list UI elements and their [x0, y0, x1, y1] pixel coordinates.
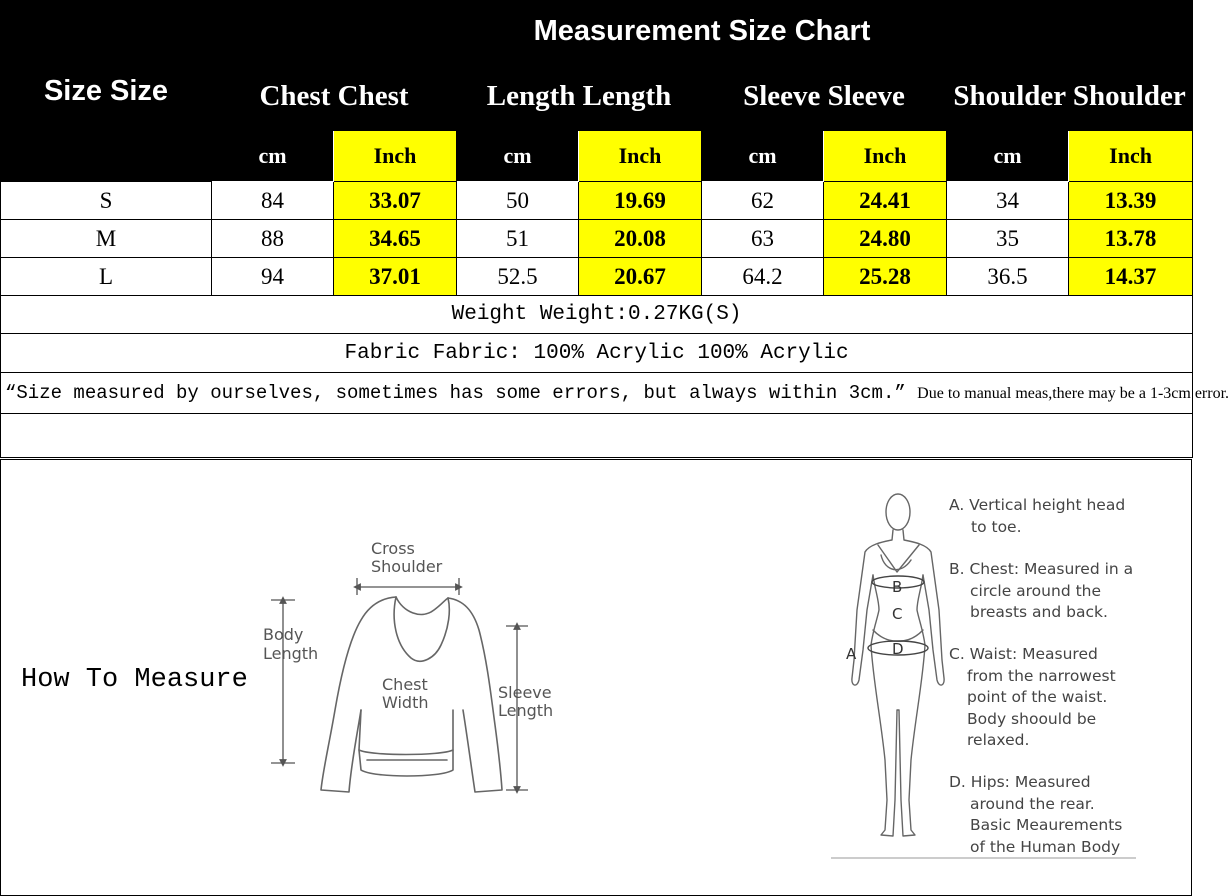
- shoulder-inch-cell: 13.39: [1069, 182, 1193, 220]
- unit-inch: Inch: [579, 131, 702, 182]
- sleeve-cm-cell: 64.2: [702, 258, 824, 296]
- human-body-icon: [852, 494, 944, 836]
- body-label: Body: [263, 625, 304, 644]
- shoulder-label: Shoulder: [371, 557, 443, 576]
- sleeve-inch-cell: 25.28: [824, 258, 947, 296]
- marker-c: C: [892, 605, 903, 623]
- unit-inch: Inch: [334, 131, 457, 182]
- marker-d: D: [892, 640, 904, 658]
- note-b: B. Chest: Measured in a circle around the breasts and back.: [949, 560, 1134, 621]
- shoulder-cm-cell: 36.5: [947, 258, 1069, 296]
- note-c: C. Waist: Measured from the narrowest point of the waist. Body shoould be relaxed.: [949, 645, 1116, 749]
- length-cm-cell: 51: [457, 220, 579, 258]
- shoulder-inch-cell: 13.78: [1069, 220, 1193, 258]
- cross-label: Cross: [371, 539, 415, 558]
- sleeve-inch-cell: 24.80: [824, 220, 947, 258]
- width-label: Width: [382, 693, 429, 712]
- chest-cm-cell: 94: [212, 258, 334, 296]
- table-row: [1, 182, 1193, 220]
- length-inch-cell: 19.69: [579, 182, 702, 220]
- chest-label: Chest: [382, 675, 428, 694]
- shoulder-cm-cell: 34: [947, 182, 1069, 220]
- unit-inch: Inch: [1069, 131, 1193, 182]
- length-header: Length Length: [457, 63, 702, 131]
- length-cm-cell: 50: [457, 182, 579, 220]
- weight-row: Weight Weight:0.27KG(S): [1, 296, 1193, 334]
- sleeve-cm-cell: 62: [702, 182, 824, 220]
- marker-b: B: [892, 578, 903, 596]
- chest-cm-cell: 88: [212, 220, 334, 258]
- chest-inch-cell: 37.01: [334, 258, 457, 296]
- note-a: A. Vertical height head to toe.: [949, 496, 1126, 536]
- size-header: Size Size: [1, 1, 212, 182]
- note-d: D. Hips: Measured around the rear. Basic Meaurements of the Human Body: [949, 773, 1123, 856]
- how-to-measure-panel: [0, 459, 1192, 896]
- error-note-row: [1, 373, 1229, 414]
- unit-cm: cm: [947, 131, 1069, 182]
- chest-cm-cell: 84: [212, 182, 334, 220]
- unit-cm: cm: [212, 131, 334, 182]
- sleeve-cm-cell: 63: [702, 220, 824, 258]
- sleeve-inch-cell: 24.41: [824, 182, 947, 220]
- chest-inch-cell: 34.65: [334, 220, 457, 258]
- body-length-label: Length: [263, 644, 319, 663]
- length-inch-cell: 20.67: [579, 258, 702, 296]
- sleeve-header: Sleeve Sleeve: [702, 63, 947, 131]
- shoulder-inch-cell: 14.37: [1069, 258, 1193, 296]
- table-row: [1, 258, 1193, 296]
- error-note-main: “Size measured by ourselves, sometimes has some errors, but always within 3cm.”: [5, 382, 906, 404]
- shoulder-cm-cell: 35: [947, 220, 1069, 258]
- chest-inch-cell: 33.07: [334, 182, 457, 220]
- fabric-row: Fabric Fabric: 100% Acrylic 100% Acrylic: [1, 334, 1193, 373]
- sleeve-label: Sleeve: [498, 683, 552, 702]
- size-cell: M: [1, 220, 212, 258]
- unit-inch: Inch: [824, 131, 947, 182]
- empty-row: [1, 414, 1193, 458]
- size-cell: S: [1, 182, 212, 220]
- size-cell: L: [1, 258, 212, 296]
- marker-a: A: [846, 645, 857, 663]
- chest-header: Chest Chest: [212, 63, 457, 131]
- shoulder-header: Shoulder Shoulder: [947, 63, 1193, 131]
- unit-cm: cm: [702, 131, 824, 182]
- error-note-small: Due to manual meas,there may be a 1-3cm error.: [917, 385, 1229, 402]
- length-inch-cell: 20.08: [579, 220, 702, 258]
- sleeve-length-label: Length: [498, 701, 554, 720]
- how-to-measure-label: How To Measure: [21, 665, 248, 695]
- length-cm-cell: 52.5: [457, 258, 579, 296]
- table-row: [1, 220, 1193, 258]
- chart-title: Measurement Size Chart: [212, 1, 1193, 63]
- unit-cm: cm: [457, 131, 579, 182]
